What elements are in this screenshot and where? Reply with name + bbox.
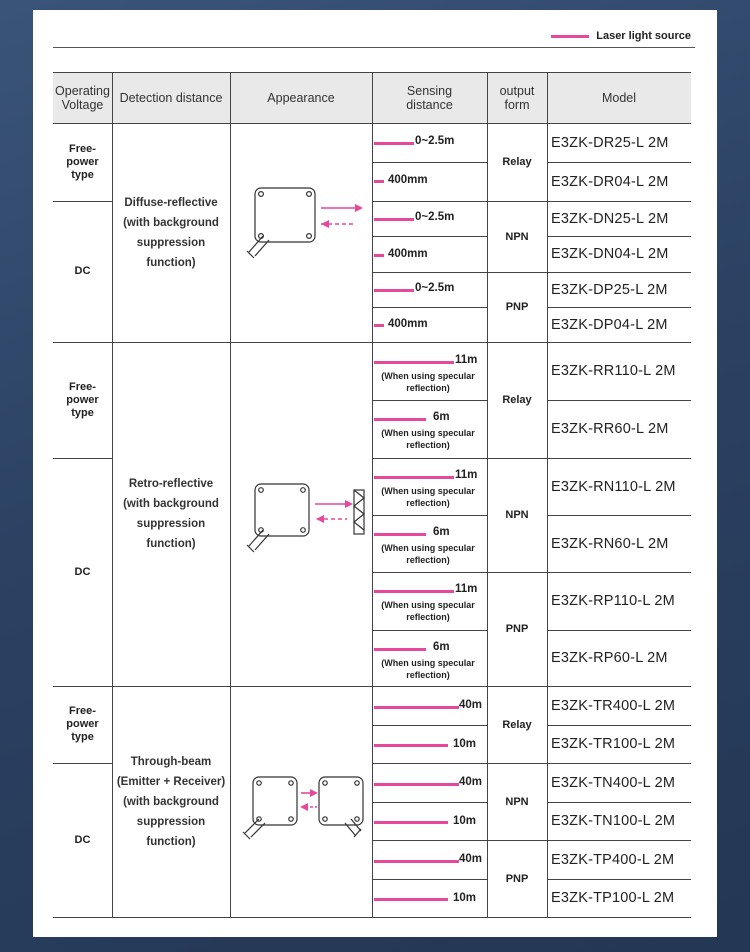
sensing-distance-value: 40m <box>459 776 483 788</box>
laser-range-bar <box>374 860 459 863</box>
laser-range-bar <box>374 180 384 183</box>
legend <box>551 30 691 42</box>
sensing-note: (When using specular reflection) <box>381 600 475 622</box>
model-number: E3ZK-RP60-L 2M <box>551 650 668 666</box>
laser-range-bar <box>374 218 414 221</box>
laser-range-bar <box>374 744 448 747</box>
detection-type: Retro-reflective (with background suppression function) <box>123 478 219 550</box>
laser-range-bar <box>374 821 448 824</box>
header-model: Model <box>547 72 691 123</box>
header-sensing-distance: Sensing distance <box>372 72 487 123</box>
sensing-distance-value: 40m <box>459 699 483 711</box>
laser-range-bar <box>374 706 459 709</box>
top-rule <box>53 47 695 48</box>
model-number: E3ZK-TN100-L 2M <box>551 813 676 829</box>
output-form: PNP <box>505 623 529 635</box>
voltage-dc: DC <box>74 833 91 846</box>
model-number: E3ZK-RN60-L 2M <box>551 535 669 552</box>
model-number: E3ZK-TP400-L 2M <box>551 851 675 868</box>
model-number: E3ZK-TP100-L 2M <box>551 890 675 906</box>
model-number: E3ZK-RP110-L 2M <box>551 593 675 609</box>
laser-range-bar <box>374 783 459 786</box>
voltage-free-power: Free-power type <box>66 380 99 419</box>
voltage-dc: DC <box>74 565 91 578</box>
output-form: NPN <box>505 509 529 521</box>
laser-range-bar <box>374 254 384 257</box>
header-output-form: output form <box>487 72 547 123</box>
output-form: NPN <box>505 795 529 808</box>
laser-range-bar <box>374 476 454 479</box>
sensing-distance-value: 400mm <box>388 248 428 260</box>
model-number: E3ZK-RR60-L 2M <box>551 421 669 437</box>
laser-range-bar <box>374 898 448 901</box>
sensing-distance-value: 0~2.5m <box>415 282 455 294</box>
diffuse-sensor-illustration <box>233 182 369 262</box>
laser-range-bar <box>374 590 454 593</box>
output-form: PNP <box>505 872 529 885</box>
sensing-distance-value: 11m <box>455 354 478 366</box>
sensing-note: (When using specular reflection) <box>381 371 475 393</box>
sensing-distance-value: 10m <box>453 738 477 750</box>
output-form: PNP <box>505 301 529 313</box>
sensing-note: (When using specular reflection) <box>381 658 475 680</box>
output-form: NPN <box>505 230 529 243</box>
voltage-dc: DC <box>74 265 91 277</box>
voltage-free-power: Free-power type <box>66 705 99 743</box>
model-number: E3ZK-DR25-L 2M <box>551 134 669 151</box>
sensing-distance-value: 10m <box>453 892 477 904</box>
detection-type: Through-beam (Emitter + Receiver) (with background suppression function) <box>116 755 226 848</box>
sensing-distance-value: 400mm <box>388 174 428 186</box>
voltage-free-power: Free-power type <box>66 142 99 181</box>
sensing-distance-value: 11m <box>455 469 478 481</box>
laser-range-bar <box>374 289 414 292</box>
model-number: E3ZK-DN04-L 2M <box>551 246 669 262</box>
laser-range-bar <box>374 418 426 421</box>
model-number: E3ZK-RR110-L 2M <box>551 363 676 379</box>
sensing-distance-value: 11m <box>455 583 478 595</box>
sensing-note: (When using specular reflection) <box>381 486 475 508</box>
model-number: E3ZK-RN110-L 2M <box>551 478 676 495</box>
model-number: E3ZK-TR100-L 2M <box>551 736 676 752</box>
sensing-distance-value: 10m <box>453 815 477 827</box>
sensing-note: (When using specular reflection) <box>381 543 475 565</box>
laser-range-bar <box>374 533 426 536</box>
header-detection-distance: Detection distance <box>112 72 230 123</box>
laser-range-bar <box>374 142 414 145</box>
sensing-distance-value: 0~2.5m <box>415 135 455 147</box>
model-number: E3ZK-DR04-L 2M <box>551 173 669 190</box>
output-form: Relay <box>502 394 532 406</box>
detection-type: Diffuse-reflective (with background suppression function) <box>123 196 219 269</box>
spec-sheet <box>33 10 717 937</box>
output-form: Relay <box>502 718 532 731</box>
laser-legend-swatch <box>551 35 589 38</box>
model-number: E3ZK-DP04-L 2M <box>551 316 668 333</box>
laser-range-bar <box>374 324 384 327</box>
through-beam-illustration <box>233 767 369 843</box>
model-number: E3ZK-DP25-L 2M <box>551 281 668 298</box>
sensing-distance-value: 400mm <box>388 318 428 330</box>
header-operating-voltage: Operating Voltage <box>53 72 112 123</box>
model-number: E3ZK-DN25-L 2M <box>551 210 669 227</box>
laser-range-bar <box>374 361 454 364</box>
header-appearance: Appearance <box>230 72 372 123</box>
output-form: Relay <box>502 156 532 168</box>
sensing-note: (When using specular reflection) <box>381 428 475 450</box>
sensing-distance-value: 6m <box>433 641 450 653</box>
sensing-distance-value: 0~2.5m <box>415 211 455 223</box>
sensing-distance-value: 6m <box>433 411 450 423</box>
sensing-distance-value: 40m <box>459 853 483 865</box>
legend-label: Laser light source <box>596 30 691 42</box>
model-number: E3ZK-TR400-L 2M <box>551 697 676 714</box>
sensing-distance-value: 6m <box>433 526 450 538</box>
retro-sensor-illustration <box>233 474 369 554</box>
model-number: E3ZK-TN400-L 2M <box>551 774 676 791</box>
laser-range-bar <box>374 648 426 651</box>
